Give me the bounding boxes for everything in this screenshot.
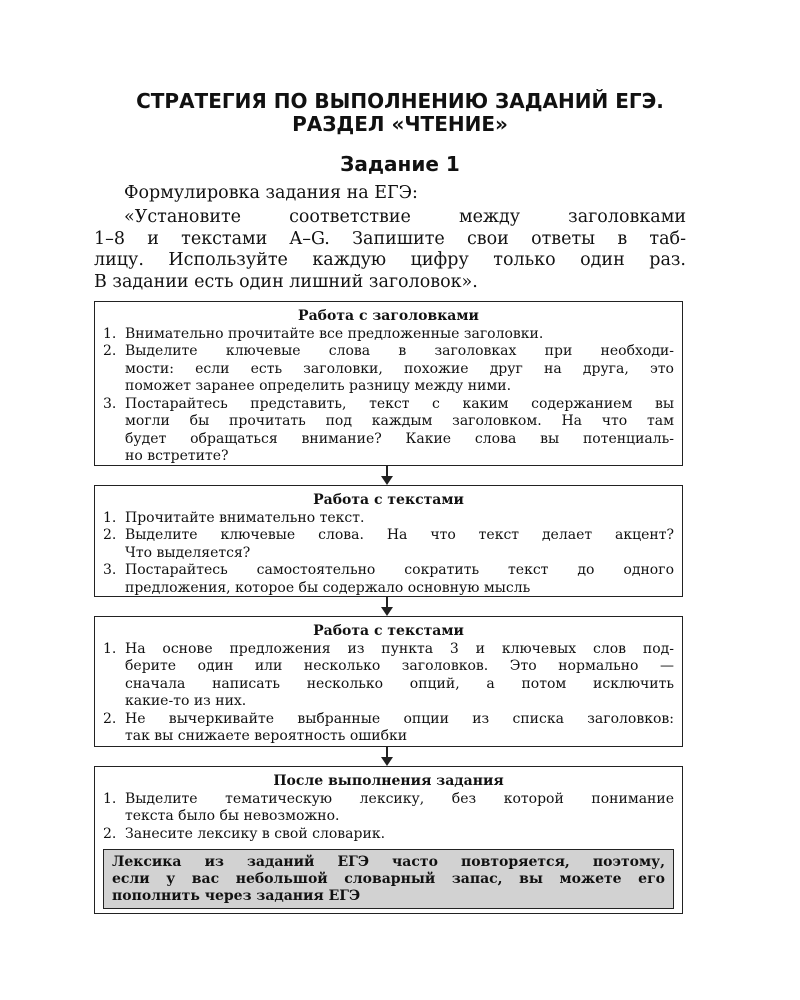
- step-text-line: но встретите?: [125, 448, 229, 464]
- step-text-line: текста было бы невозможно.: [125, 808, 340, 824]
- step-text-line: На основе предложения из пункта 3 и ключевых слов под-: [125, 640, 674, 657]
- step-number: 3.: [103, 395, 117, 412]
- headings-work-box: [94, 301, 683, 466]
- note-line: Лексика из заданий ЕГЭ часто повторяется, поэтому,: [112, 854, 665, 870]
- steps-list: [103, 791, 674, 844]
- flow-arrow-down-icon: [381, 597, 393, 616]
- task-title: Задание 1: [340, 152, 460, 176]
- after-task-box: [94, 766, 683, 914]
- step-text-line: Не вычеркивайте выбранные опции из списка заголовков:: [125, 710, 674, 727]
- step-text-line: Выделите тематическую лексику, без которой понимание: [125, 790, 674, 807]
- step-item: [103, 527, 674, 562]
- step-text-line: предложения, которое бы содержало основную мысль: [125, 579, 531, 596]
- step-text-line: Выделите ключевые слова в заголовках при необходи-: [125, 343, 674, 359]
- step-number: 2.: [103, 710, 117, 727]
- step-text-line: мости: если есть заголовки, похожие друг на друга, это: [125, 360, 674, 377]
- page-title: [0, 90, 800, 136]
- task-text-line: В задании есть один лишний заголовок».: [94, 271, 478, 292]
- step-text-line: Внимательно прочитайте все предложенные заголовки.: [125, 325, 544, 342]
- step-text-line: Прочитайте внимательно текст.: [125, 509, 365, 526]
- box-title: Работа с текстами: [313, 492, 464, 508]
- step-item: [103, 396, 674, 466]
- step-number: 1.: [103, 790, 117, 807]
- note-line: если у вас небольшой словарный запас, вы можете его: [112, 871, 665, 887]
- step-text-line: Постарайтесь представить, текст с каким содержанием вы: [125, 395, 674, 412]
- step-item: [103, 641, 674, 711]
- step-item: [103, 326, 674, 344]
- step-item: [103, 826, 674, 844]
- box-title: Работа с заголовками: [298, 308, 479, 324]
- step-text-line: могли бы прочитать под каждым заголовком. На что там: [125, 413, 674, 429]
- step-text-line: какие-то из них.: [125, 693, 247, 709]
- flow-arrow-down-icon: [381, 747, 393, 766]
- step-number: 2.: [103, 343, 117, 359]
- step-text-line: Что выделяется?: [125, 544, 251, 561]
- step-text-line: Постарайтесь самостоятельно сократить текст до одного: [125, 562, 674, 578]
- step-text-line: так вы снижаете вероятность ошибки: [125, 728, 408, 744]
- step-number: 2.: [103, 825, 117, 842]
- step-number: 1.: [103, 509, 117, 526]
- step-number: 3.: [103, 562, 117, 578]
- page-title-line-1: СТРАТЕГИЯ ПО ВЫПОЛНЕНИЮ ЗАДАНИЙ ЕГЭ.: [136, 89, 664, 113]
- task-text: [94, 207, 686, 293]
- texts-work-box: [94, 485, 683, 597]
- steps-list: [103, 641, 674, 746]
- texts-matching-box: [94, 616, 683, 747]
- note-line: пополнить через задания ЕГЭ: [112, 888, 361, 904]
- step-text-line: будет обращаться внимание? Какие слова вы потенциаль-: [125, 430, 674, 447]
- step-text-line: поможет заранее определить разницу между ними.: [125, 378, 512, 394]
- box-title: Работа с текстами: [313, 623, 464, 639]
- step-item: [103, 711, 674, 746]
- step-item: [103, 343, 674, 396]
- step-text-line: сначала написать несколько опций, а потом исключить: [125, 675, 674, 692]
- step-item: [103, 510, 674, 528]
- page-title-line-2: РАЗДЕЛ «ЧТЕНИЕ»: [292, 112, 508, 136]
- step-text-line: берите один или несколько заголовков. Это нормально —: [125, 658, 674, 674]
- flow-arrow-down-icon: [381, 466, 393, 485]
- task-text-line: лицу. Используйте каждую цифру только один раз.: [94, 250, 686, 270]
- box-title: После выполнения задания: [273, 773, 504, 789]
- step-text-line: Выделите ключевые слова. На что текст делает акцент?: [125, 527, 674, 543]
- steps-list: [103, 326, 674, 466]
- step-item: [103, 791, 674, 826]
- steps-list: [103, 510, 674, 598]
- vocabulary-note: [103, 849, 674, 909]
- step-text-line: Занесите лексику в свой словарик.: [125, 825, 386, 842]
- task-text-line: 1–8 и текстами A–G. Запишите свои ответы в таб-: [94, 228, 686, 249]
- formulation-label: Формулировка задания на ЕГЭ:: [124, 183, 418, 203]
- step-number: 1.: [103, 640, 117, 657]
- step-number: 1.: [103, 325, 117, 342]
- step-item: [103, 562, 674, 597]
- task-text-line: «Установите соответствие между заголовками: [124, 207, 686, 227]
- step-number: 2.: [103, 527, 117, 543]
